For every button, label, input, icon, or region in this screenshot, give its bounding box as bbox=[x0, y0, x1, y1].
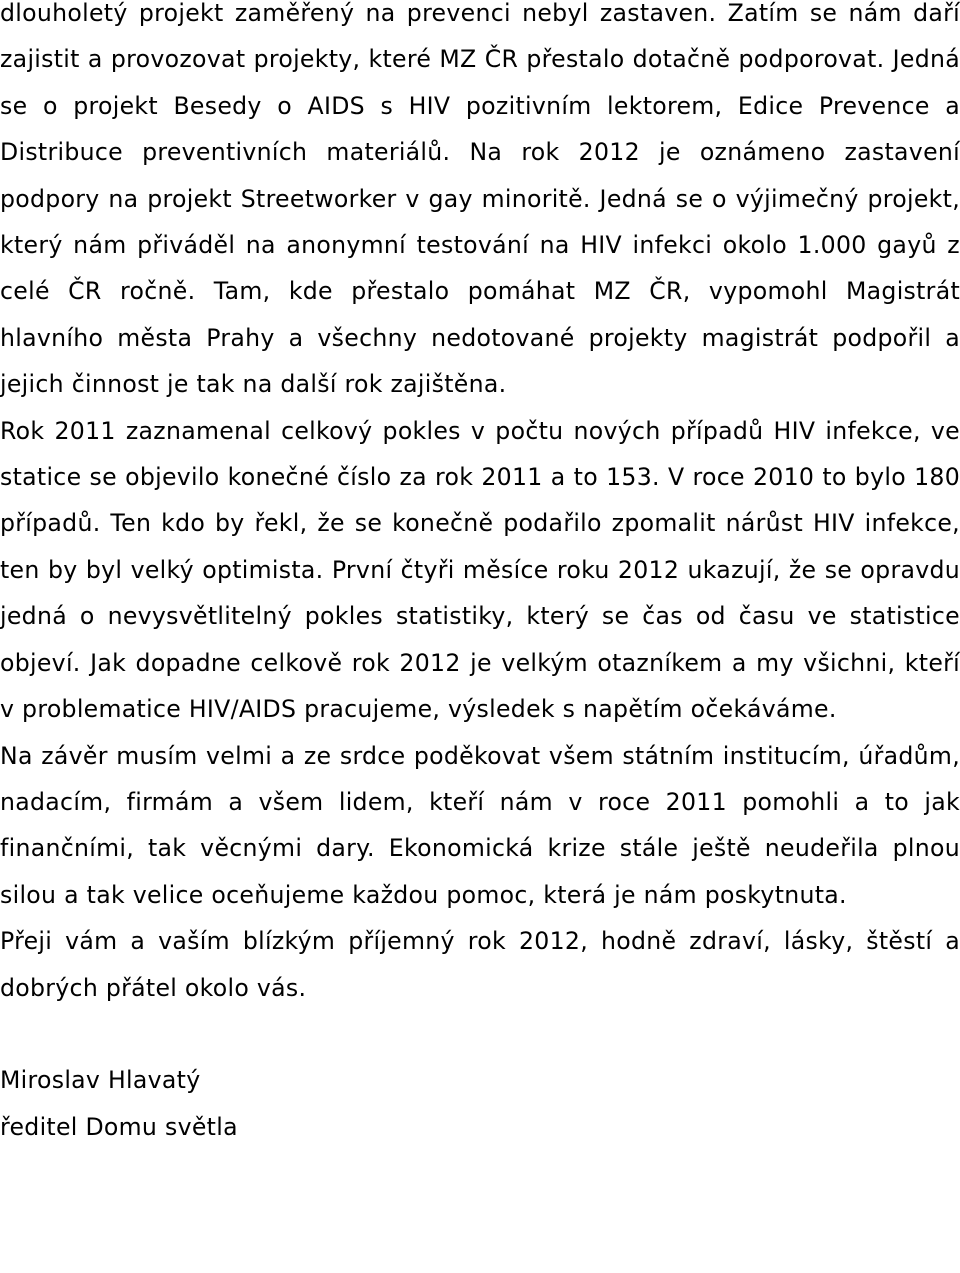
paragraph-wishes: Přeji vám a vaším blízkým příjemný rok 2012, hodně zdraví, lásky, štěstí a dobrých přátel okolo vás. bbox=[0, 927, 960, 1002]
paragraph-project-funding: dlouholetý projekt zaměřený na prevenci nebyl zastaven. Zatím se nám daří zajistit a provozovat projekty, které MZ ČR přestalo dotačně podporovat. Jedná se o projekt Besedy o AIDS s HIV pozitivním lektorem, Edice Prevence a Distribuce preventivních materiálů. Na rok 2012 je oznámeno zastavení podpory na projekt Streetworker v gay minoritě. Jedná se o výjimečný projekt, který nám přiváděl na anonymní testování na HIV infekci okolo 1.000 gayů z celé ČR ročně. Tam, kde přestalo pomáhat MZ ČR, vypomohl Magistrát hlavního města Prahy a všechny nedotované projekty magistrát podpořil a jejich činnost je tak na další rok zajištěna. bbox=[0, 0, 960, 399]
paragraph-thanks: Na závěr musím velmi a ze srdce poděkovat všem státním institucím, úřadům, nadacím, firmám a všem lidem, kteří nám v roce 2011 pomohli a to jak finančními, tak věcnými dary. Ekonomická krize stále ještě neudeřila plnou silou a tak velice oceňujeme každou pomoc, která je nám poskytnuta. bbox=[0, 741, 960, 909]
paragraph-hiv-statistics: Rok 2011 zaznamenal celkový pokles v počtu nových případů HIV infekce, ve statice se objevilo konečné číslo za rok 2011 a to 153. V roce 2010 to bylo 180 případů. Ten kdo by řekl, že se konečně podařilo zpomalit nárůst HIV infekce, ten by byl velký optimista. První čtyři měsíce roku 2012 ukazují, že se opravdu jedná o nevysvětlitelný pokles statistiky, který se čas od času ve statistice objeví. Jak dopadne celkově rok 2012 je velkým otazníkem a my všichni, kteří v problematice HIV/AIDS pracujeme, výsledek s napětím očekáváme. bbox=[0, 416, 960, 724]
signature-role: ředitel Domu světla bbox=[0, 1112, 238, 1141]
signature-spacer bbox=[0, 1011, 960, 1057]
signature-name: Miroslav Hlavatý bbox=[0, 1066, 201, 1095]
